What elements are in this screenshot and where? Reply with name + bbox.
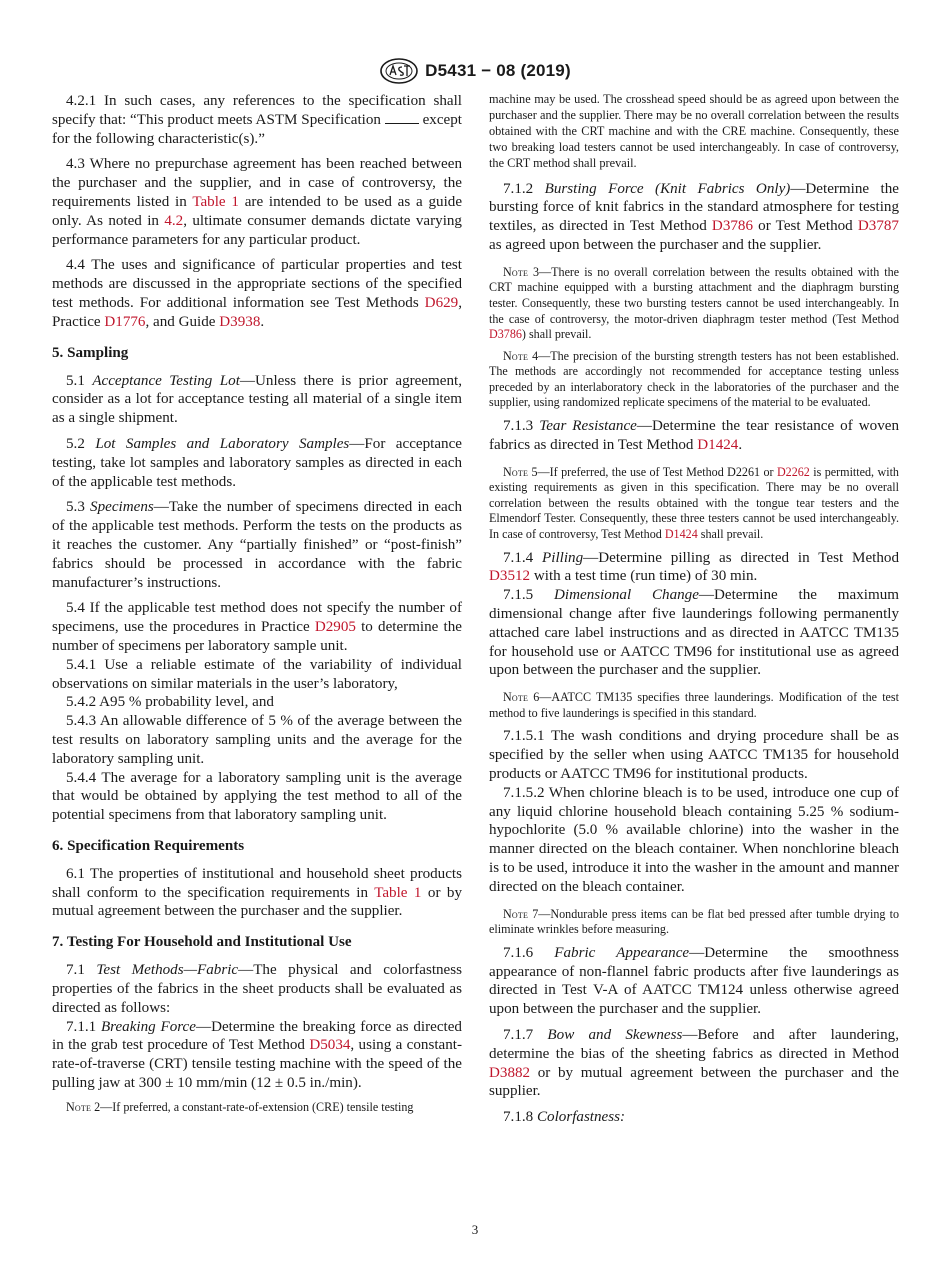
paragraph-7-1-8: 7.1.8 Colorfastness: xyxy=(503,1109,626,1126)
paragraph-7-1: 7.1 Test Methods—Fabric—The physical and colorfastness properties of the fabrics in the sheet products shall be evaluated as directed as follows: xyxy=(52,962,463,1016)
paragraph-4-2-1: 4.2.1 In such cases, any references to the specification shall specify that: “This product meets ASTM Specification except for the following characteristic(s).” xyxy=(52,93,462,147)
paragraph-4-3: 4.3 Where no prepurchase agreement has been reached between the purchaser and the supplier, and in case of controversy, the requirements listed in Table 1 are intended to be used as a guide only. As noted in 4.2, ultimate consumer demands dictate varying performance parameters for any particular product. xyxy=(52,156,463,248)
link-d3787[interactable]: D3787 xyxy=(857,218,899,235)
note-7: Note 7—Nondurable press items can be flat bed pressed after tumble drying to eliminate wrinkles before measuring. xyxy=(489,906,899,937)
left-column xyxy=(52,92,462,1121)
note-2: Note 2—If preferred, a constant-rate-of-extension (CRE) tensile testing xyxy=(66,1099,414,1114)
paragraph-5-4-3: 5.4.3 An allowable difference of 5 % of the average between the test results on laboratory sampling units and the average for the laboratory sampling unit. xyxy=(52,713,462,767)
page-number: 3 xyxy=(471,1222,479,1237)
link-d629[interactable]: D629 xyxy=(424,294,459,311)
link-d3786-note[interactable]: D3786 xyxy=(489,327,522,342)
section-heading-5: 5. Sampling xyxy=(52,344,129,361)
paragraph-6-1: 6.1 The properties of institutional and household sheet products shall conform to the specification requirements in Table 1 or by mutual agreement between the purchaser and the supplier. xyxy=(52,865,462,920)
paragraph-7-1-3: 7.1.3 Tear Resistance—Determine the tear resistance of woven fabrics as directed in Test Method D1424. xyxy=(489,418,899,453)
note-4: Note 4—The precision of the bursting strength testers has not been established. The methods are accordingly not recommended for acceptance testing unless preceded by an interlaboratory check in the laboratories of the purchaser and the supplier, using randomized replicate specimens of the material to be evaluated. xyxy=(489,348,899,410)
link-4-2[interactable]: 4.2 xyxy=(164,212,184,229)
link-d3882[interactable]: D3882 xyxy=(489,1064,531,1081)
paragraph-7-1-2: 7.1.2 Bursting Force (Knit Fabrics Only)—Determine the bursting force of knit fabrics in the standard atmosphere for testing textiles, as directed in Test Method D3786 or Test Method D3787 as agreed upon between the purchaser and the supplier. xyxy=(489,180,900,253)
paragraph-5-4-4: 5.4.4 The average for a laboratory sampling unit is the average that would be obtained by applying the test method to all of the potential specimens from that laboratory sampling unit. xyxy=(52,769,462,824)
paragraph-7-1-6: 7.1.6 Fabric Appearance—Determine the smoothness appearance of non-flannel fabric products after five launderings as directed in Test V-A of AATCC TM124 unless otherwise agreed upon between the purchaser and the supplier. xyxy=(489,944,899,1018)
paragraph-5-4-1: 5.4.1 Use a reliable estimate of the variability of individual observations on similar materials in the user’s laboratory, xyxy=(52,656,462,692)
paragraph-7-1-5-1: 7.1.5.1 The wash conditions and drying procedure shall be as specified by the seller when using AATCC TM135 for household products or AATCC TM96 for institutional products. xyxy=(489,728,899,782)
paragraph-7-1-4: 7.1.4 Pilling—Determine pilling as directed in Test Method D3512 with a test time (run time) of 30 min. xyxy=(489,549,899,585)
link-d1424-note[interactable]: D1424 xyxy=(664,527,698,542)
document-designation: D5431 − 08 (2019) xyxy=(425,61,571,80)
section-heading-6: 6. Specification Requirements xyxy=(52,837,245,854)
section-heading-7: 7. Testing For Household and Institutional Use xyxy=(52,934,352,951)
link-d2905[interactable]: D2905 xyxy=(314,619,356,636)
link-d3512[interactable]: D3512 xyxy=(489,568,531,585)
astm-logo-icon xyxy=(379,57,419,85)
link-d5034[interactable]: D5034 xyxy=(309,1037,351,1054)
paragraph-4-4: 4.4 The uses and significance of particular properties and test methods are discussed in the appropriate sections of the specified test methods. For additional information see Test Methods D629, Practice D1776, and Guide D3938. xyxy=(52,257,462,330)
paragraph-7-1-1: 7.1.1 Breaking Force—Determine the breaking force as directed in the grab test procedure of Test Method D5034, using a constant-rate-of-traverse (CRT) tensile testing machine with the speed of the pulling jaw at 300 ± 10 mm/min (12 ± 0.5 in./min). xyxy=(52,1018,462,1092)
paragraph-7-1-7: 7.1.7 Bow and Skewness—Before and after laundering, determine the bias of the sheeting fabrics as directed in Method D3882 or by mutual agreement between the purchaser and the supplier. xyxy=(489,1026,899,1100)
paragraph-7-1-5-2: 7.1.5.2 When chlorine bleach is to be used, introduce one cup of any liquid chlorine household bleach containing 5.25 % sodium-hypochlorite (5.0 % available chlorine) into the washer in the manner directed on the bleach container. When nonchlorine bleach is to be used, introduce it into the washer in the amount and manner directed on the bleach container. xyxy=(489,784,899,895)
paragraph-7-1-5: 7.1.5 Dimensional Change—Determine the maximum dimensional change after five launderings following permanently attached care label instructions and as directed in AATCC TM135 for household use or AATCC TM96 for institutional use as agreed upon between the purchaser and the supplier. xyxy=(489,587,899,679)
paragraph-5-4-2: 5.4.2 A95 % probability level, and xyxy=(66,694,274,711)
link-d2262[interactable]: D2262 xyxy=(776,464,810,479)
paragraph-5-3: 5.3 Specimens—Take the number of specimens directed in each of the applicable test methods. Perform the tests on the products as it reaches the customer. Any “partially finished” or “post-finish” fabrics should be processed in accordance with the fabric manufacturer’s instructions. xyxy=(52,499,462,591)
link-table-1[interactable]: Table 1 xyxy=(192,193,239,210)
link-table-1-b[interactable]: Table 1 xyxy=(374,884,422,901)
link-d1424[interactable]: D1424 xyxy=(697,436,739,453)
note-3: Note 3—There is no overall correlation between the results obtained with the CRT machine equipped with a bursting attachment and the diaphragm bursting tester. Consequently, these two bursting testers cannot be used interchangeably. In the case of controversy, the motor-driven diaphragm tester method (Test Method D3786) shall prevail. xyxy=(489,264,899,342)
note-2-continued: machine may be used. The crosshead speed should be as agreed upon between the purchaser and the supplier. There may be no overall correlation between the results obtained with the CRT machine and with the CRE machine. Consequently, these two breaking load testers cannot be used interchangeably. In case of controversy, the CRT method shall prevail. xyxy=(489,92,899,170)
paragraph-5-4: 5.4 If the applicable test method does not specify the number of specimens, use the procedures in Practice D2905 to determine the number of specimens per laboratory sample unit. xyxy=(52,600,462,654)
right-column xyxy=(489,92,899,1134)
link-d3938[interactable]: D3938 xyxy=(219,313,261,330)
paragraph-5-2: 5.2 Lot Samples and Laboratory Samples—For acceptance testing, take lot samples and laboratory samples as directed in each of the applicable test methods. xyxy=(52,435,462,490)
paragraph-5-1: 5.1 Acceptance Testing Lot—Unless there is prior agreement, consider as a lot for acceptance testing all material of a single item as a single shipment. xyxy=(52,372,463,427)
note-6: Note 6—AATCC TM135 specifies three launderings. Modification of the test method to five launderings is specified in this standard. xyxy=(489,690,899,720)
blank-line xyxy=(385,111,419,124)
page-header xyxy=(0,56,950,86)
note-5: Note 5—If preferred, the use of Test Method D2261 or D2262 is permitted, with existing requirements as given in this specification. There may be no overall correlation between the results obtained with the tongue tear testers and the Elmendorf Tester. Consequently, these three testers cannot be used interchangeably. In case of controversy, Test Method D1424 shall prevail. xyxy=(489,464,899,542)
link-d3786[interactable]: D3786 xyxy=(711,218,754,235)
link-d1776[interactable]: D1776 xyxy=(104,313,146,330)
